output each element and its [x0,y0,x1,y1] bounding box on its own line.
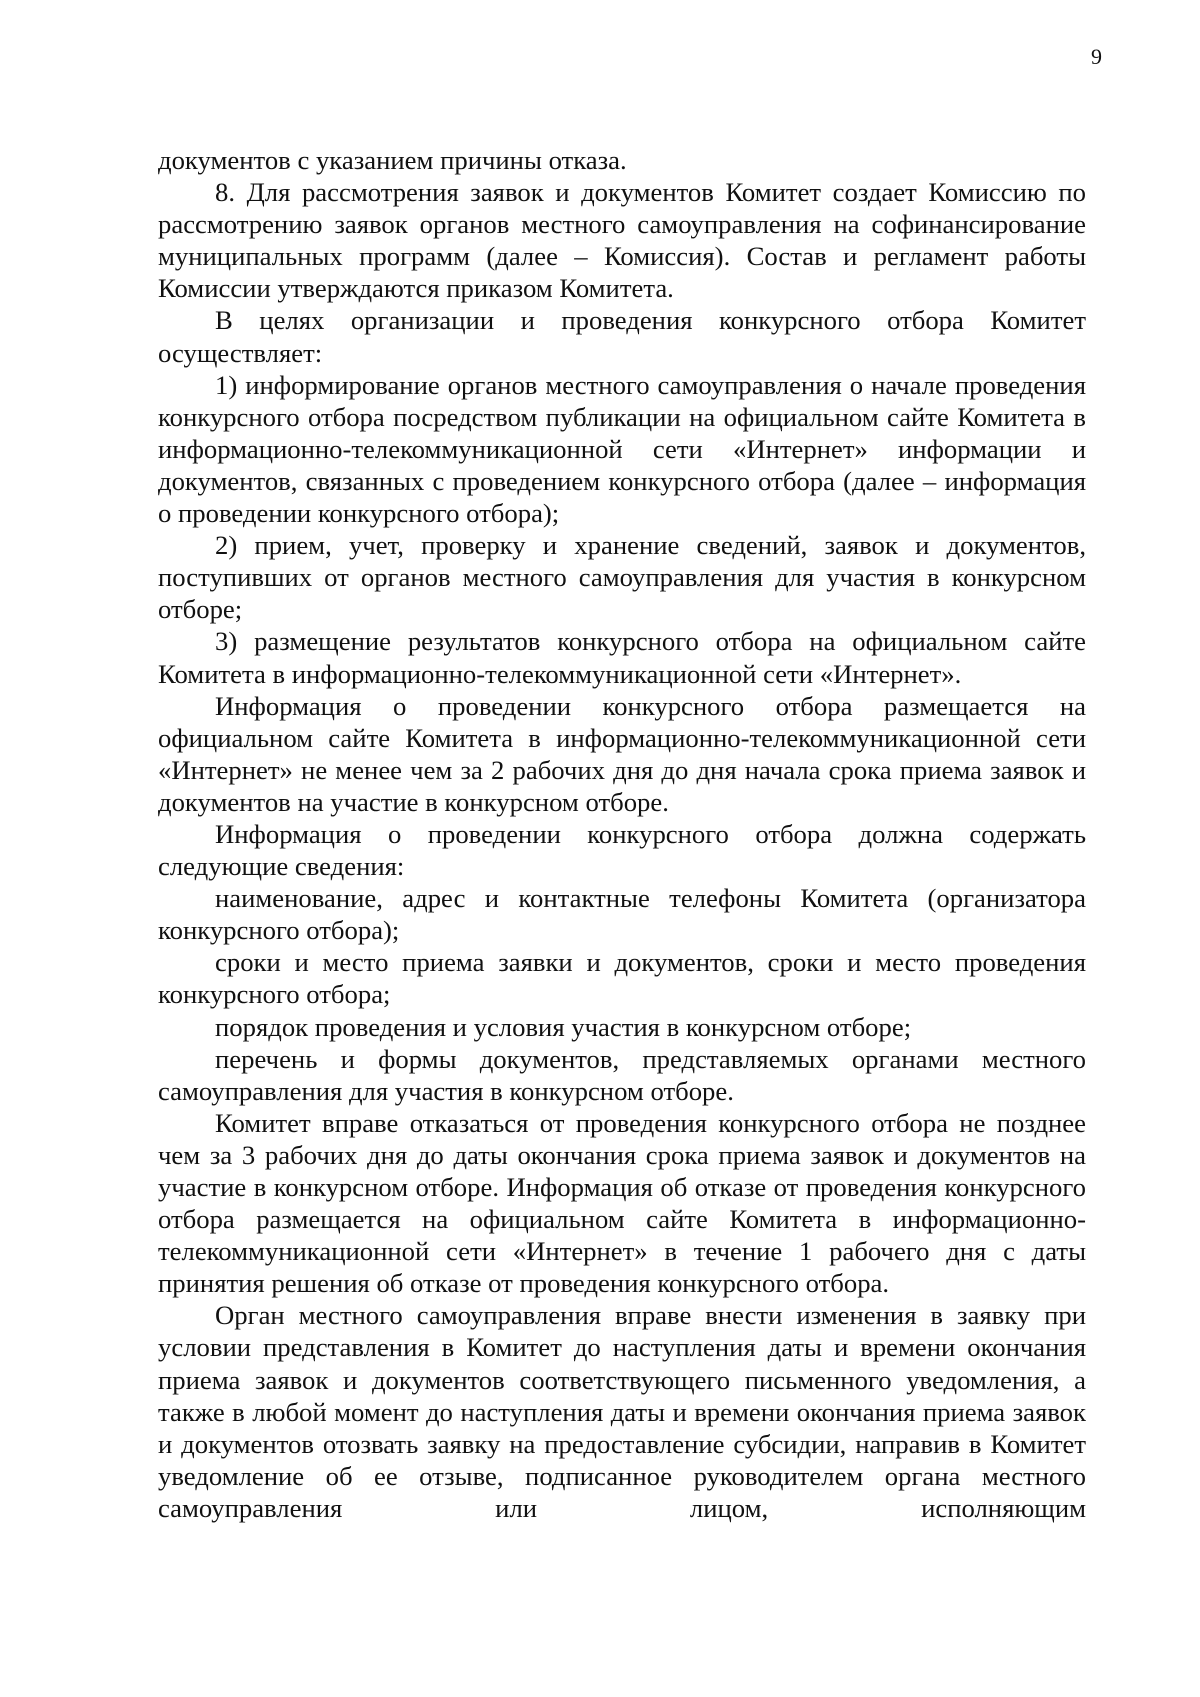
document-body [158,144,1086,1524]
paragraph-committee-duties: В целях организации и проведения конкурсного отбора Комитет осуществляет: [158,305,1086,368]
page-number: 9 [1091,44,1102,69]
paragraph-info-documents: перечень и формы документов, представляемых органами местного самоуправления для участия в конкурсном отборе. [158,1043,1086,1106]
paragraph-info-procedure: порядок проведения и условия участия в конкурсном отборе; [215,1011,912,1042]
paragraph-item-8-commission: 8. Для рассмотрения заявок и документов Комитет создает Комиссию по рассмотрению заявок органов местного самоуправления на софинансирование муниципальных программ (далее – Комиссия). Состав и регламент работы Комиссии утверждаются приказом Комитета. [158,177,1086,304]
paragraph-duty-1-informing: 1) информирование органов местного самоуправления о начале проведения конкурсного отбора посредством публикации на официальном сайте Комитета в информационно-телекоммуникационной сети «Интернет» информации и документов, связанных с проведением конкурсного отбора (далее – информация о проведении конкурсного отбора); [158,369,1086,529]
paragraph-application-changes: Орган местного самоуправления вправе внести изменения в заявку при условии представления в Комитет до наступления даты и времени окончания приема заявок и документов соответствующего письменного уведомления, а также в любой момент до наступления даты и времени окончания приема заявок и документов отозвать заявку на предоставление субсидии, направив в Комитет уведомление об ее отзыве, подписанное руководителем органа местного самоуправления или лицом, исполняющим [158,1300,1086,1523]
paragraph-info-contents: Информация о проведении конкурсного отбора должна содержать следующие сведения: [158,818,1086,882]
paragraph-info-dates-place: сроки и место приема заявки и документов, сроки и место проведения конкурсного отбора; [158,947,1086,1010]
paragraph-refusal: Комитет вправе отказаться от проведения конкурсного отбора не позднее чем за 3 рабочих дня до даты окончания срока приема заявок и документов на участие в конкурсном отборе. Информация об отказе от проведения конкурсного отбора размещается на официальном сайте Комитета в информационно-телекоммуникационной сети «Интернет» в течение 1 рабочего дня с даты принятия решения об отказе от проведения конкурсного отбора. [158,1107,1086,1299]
paragraph-publication-deadline: Информация о проведении конкурсного отбора размещается на официальном сайте Комитета в информационно-телекоммуникационной сети «Интернет» не менее чем за 2 рабочих дня до дня начала срока приема заявок и документов на участие в конкурсном отборе. [158,690,1086,817]
paragraph-info-name-address: наименование, адрес и контактные телефоны Комитета (организатора конкурсного отбора); [158,883,1086,946]
paragraph-duty-3-results: 3) размещение результатов конкурсного отбора на официальном сайте Комитета в информационно-телекоммуникационной сети «Интернет». [158,626,1086,689]
paragraph-duty-2-reception: 2) прием, учет, проверку и хранение сведений, заявок и документов, поступивших от органов местного самоуправления для участия в конкурсном отборе; [158,530,1086,625]
paragraph-continuation: документов с указанием причины отказа. [158,145,627,175]
